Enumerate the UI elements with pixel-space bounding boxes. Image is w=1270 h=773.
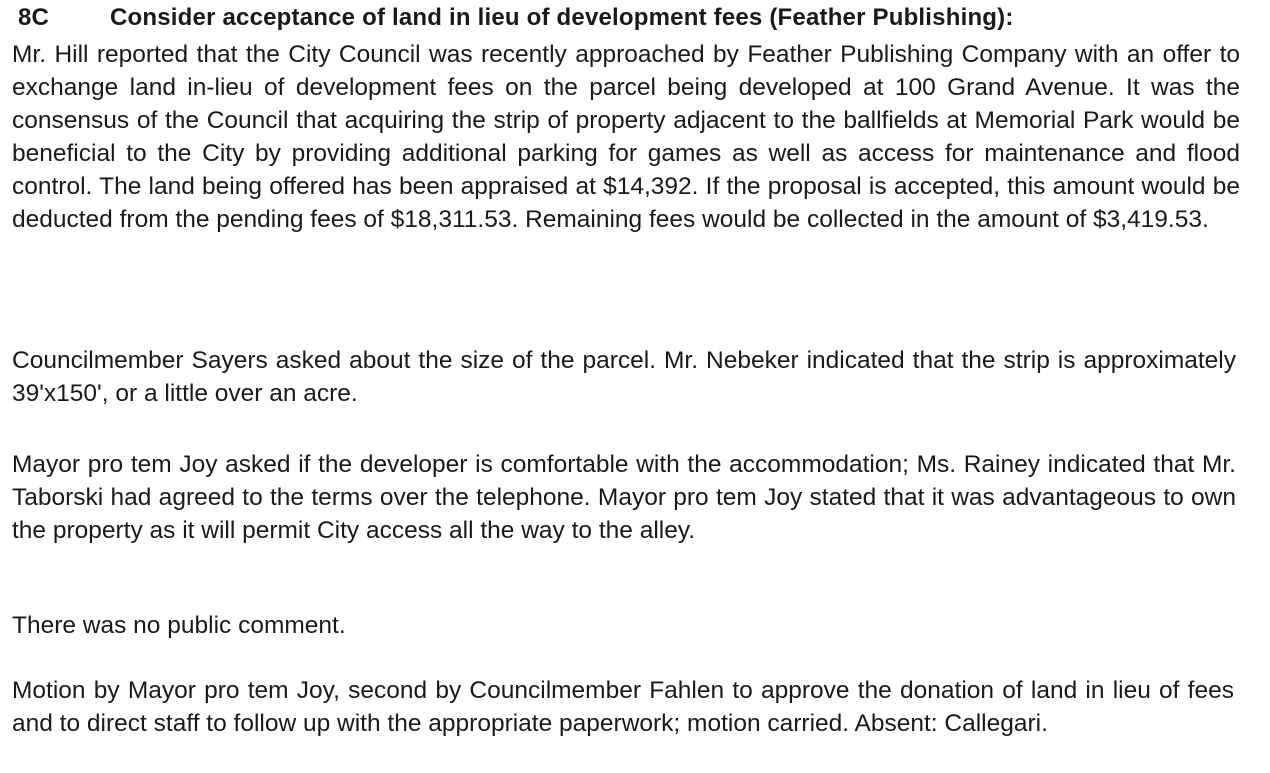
paragraph-parcel-size: Councilmember Sayers asked about the size of the parcel. Mr. Nebeker indicated that the strip is approximately 39'x150', or a little over an acre. bbox=[12, 347, 1236, 407]
item-title: Consider acceptance of land in lieu of development fees (Feather Publishing): bbox=[110, 4, 1014, 31]
item-number: 8C bbox=[18, 4, 50, 31]
paragraph-motion: Motion by Mayor pro tem Joy, second by Councilmember Fahlen to approve the donation of land in lieu of fees and to direct staff to follow up with the appropriate paperwork; motion carried. Absent: Callegari. bbox=[12, 677, 1234, 737]
paragraph-staff-report: Mr. Hill reported that the City Council was recently approached by Feather Publishing Company with an offer to exchange land in-lieu of development fees on the parcel being developed at 100 Grand Avenue. It was the consensus of the Council that acquiring the strip of property adjacent to the ballfields at Memorial Park would be beneficial to the City by providing additional parking for games as well as access for maintenance and flood control. The land being offered has been appraised at $14,392. If the proposal is accepted, this amount would be deducted from the pending fees of $18,311.53. Remaining fees would be collected in the amount of $3,419.53. bbox=[12, 41, 1240, 233]
item-heading bbox=[18, 4, 1014, 32]
paragraph-public-comment: There was no public comment. bbox=[12, 612, 346, 639]
paragraph-developer-agreement: Mayor pro tem Joy asked if the developer is comfortable with the accommodation; Ms. Rainey indicated that Mr. Taborski had agreed to the terms over the telephone. Mayor pro tem Joy stated that it was advantageous to own the property as it will permit City access all the way to the alley. bbox=[12, 451, 1236, 544]
